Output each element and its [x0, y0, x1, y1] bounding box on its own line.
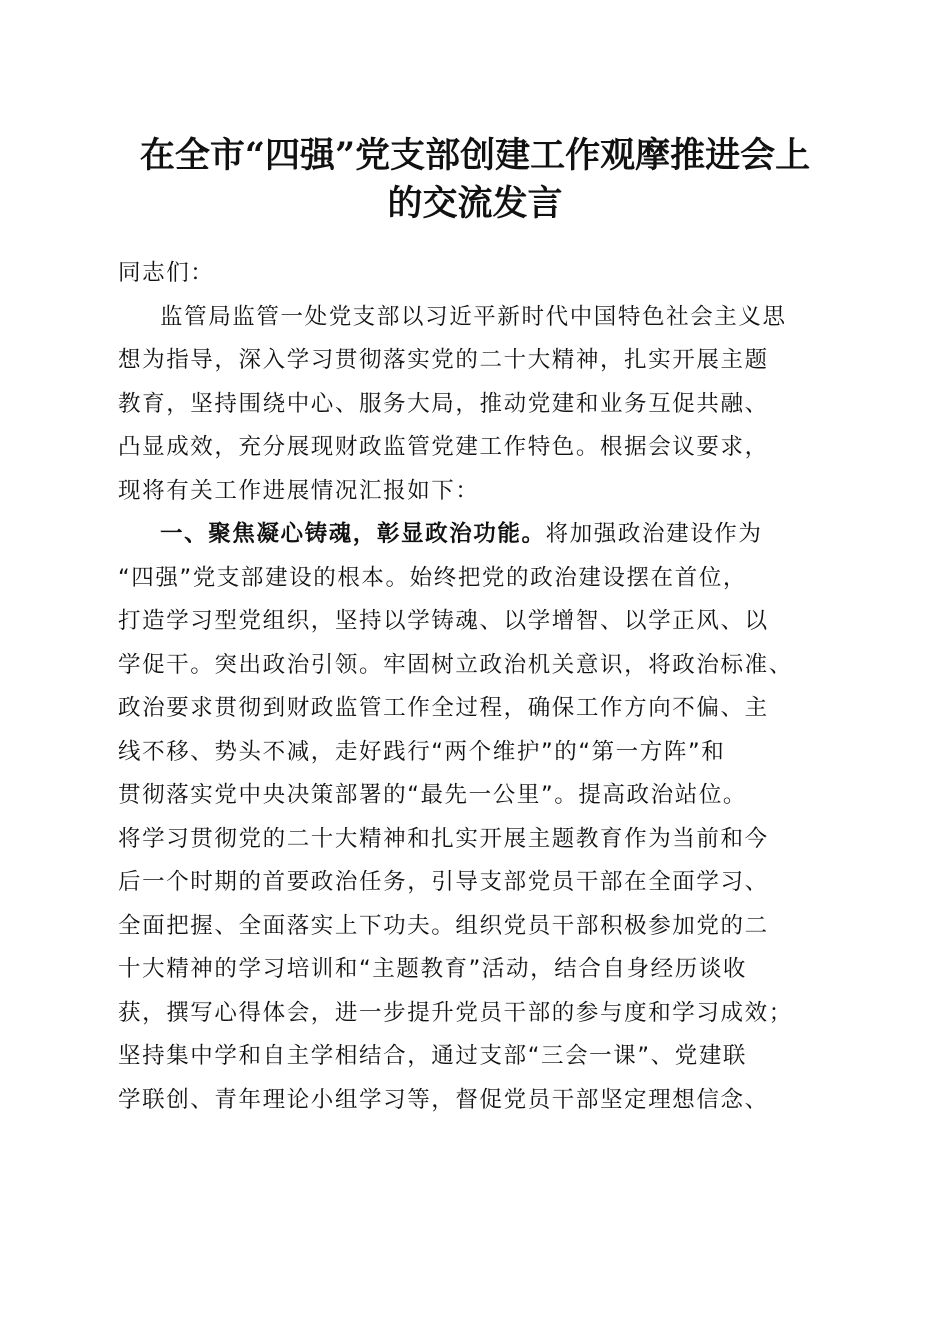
section-1-line: 十大精神的学习培训和“主题教育”活动，结合自身经历谈收: [118, 956, 748, 982]
greeting: 同志们：: [118, 260, 215, 286]
document-title: [95, 132, 855, 228]
section-1-first-line-text: 将加强政治建设作为: [545, 521, 763, 547]
section-1-line: 坚持集中学和自主学相结合，通过支部“三会一课”、党建联: [118, 1043, 748, 1069]
section-1-line: “四强”党支部建设的根本。始终把党的政治建设摆在首位，: [118, 564, 748, 591]
section-1-line: 打造学习型党组织，坚持以学铸魂、以学增智、以学正风、以: [118, 608, 769, 634]
section-1-line: 政治要求贯彻到财政监管工作全过程，确保工作方向不偏、主: [118, 695, 769, 721]
section-1-line: 后一个时期的首要政治任务，引导支部党员干部在全面学习、: [118, 869, 769, 895]
paragraph-1-line: 想为指导，深入学习贯彻落实党的二十大精神，扎实开展主题: [118, 347, 769, 373]
section-1-line: 学联创、青年理论小组学习等，督促党员干部坚定理想信念、: [118, 1086, 769, 1113]
paragraph-1-line: 监管局监管一处党支部以习近平新时代中国特色社会主义思: [160, 303, 787, 330]
paragraph-1-line: 凸显成效，充分展现财政监管党建工作特色。根据会议要求，: [118, 434, 769, 460]
section-1-first-line: [118, 513, 840, 557]
section-1-line: 贯彻落实党中央决策部署的“最先一公里”。提高政治站位。: [118, 782, 748, 808]
paragraph-1-line: 现将有关工作进展情况汇报如下：: [118, 477, 480, 504]
document-body: [118, 252, 840, 1122]
section-1-line: 线不移、势头不减，走好践行“两个维护”的“第一方阵”和: [118, 738, 726, 765]
paragraph-1-line: 教育，坚持围绕中心、服务大局，推动党建和业务互促共融、: [118, 390, 769, 417]
section-1-heading: 一、聚焦凝心铸魂，彰显政治功能。: [160, 521, 546, 547]
title-line-2: 的交流发言: [387, 183, 563, 224]
section-1-line: 将学习贯彻党的二十大精神和扎实开展主题教育作为当前和今: [118, 825, 769, 852]
section-1-line: 全面把握、全面落实上下功夫。组织党员干部积极参加党的二: [118, 912, 769, 939]
title-line-1: 在全市“四强”党支部创建工作观摩推进会上: [139, 135, 811, 176]
section-1-line: 获，撰写心得体会，进一步提升党员干部的参与度和学习成效；: [118, 999, 793, 1026]
section-1-line: 学促干。突出政治引领。牢固树立政治机关意识，将政治标准、: [118, 651, 793, 678]
